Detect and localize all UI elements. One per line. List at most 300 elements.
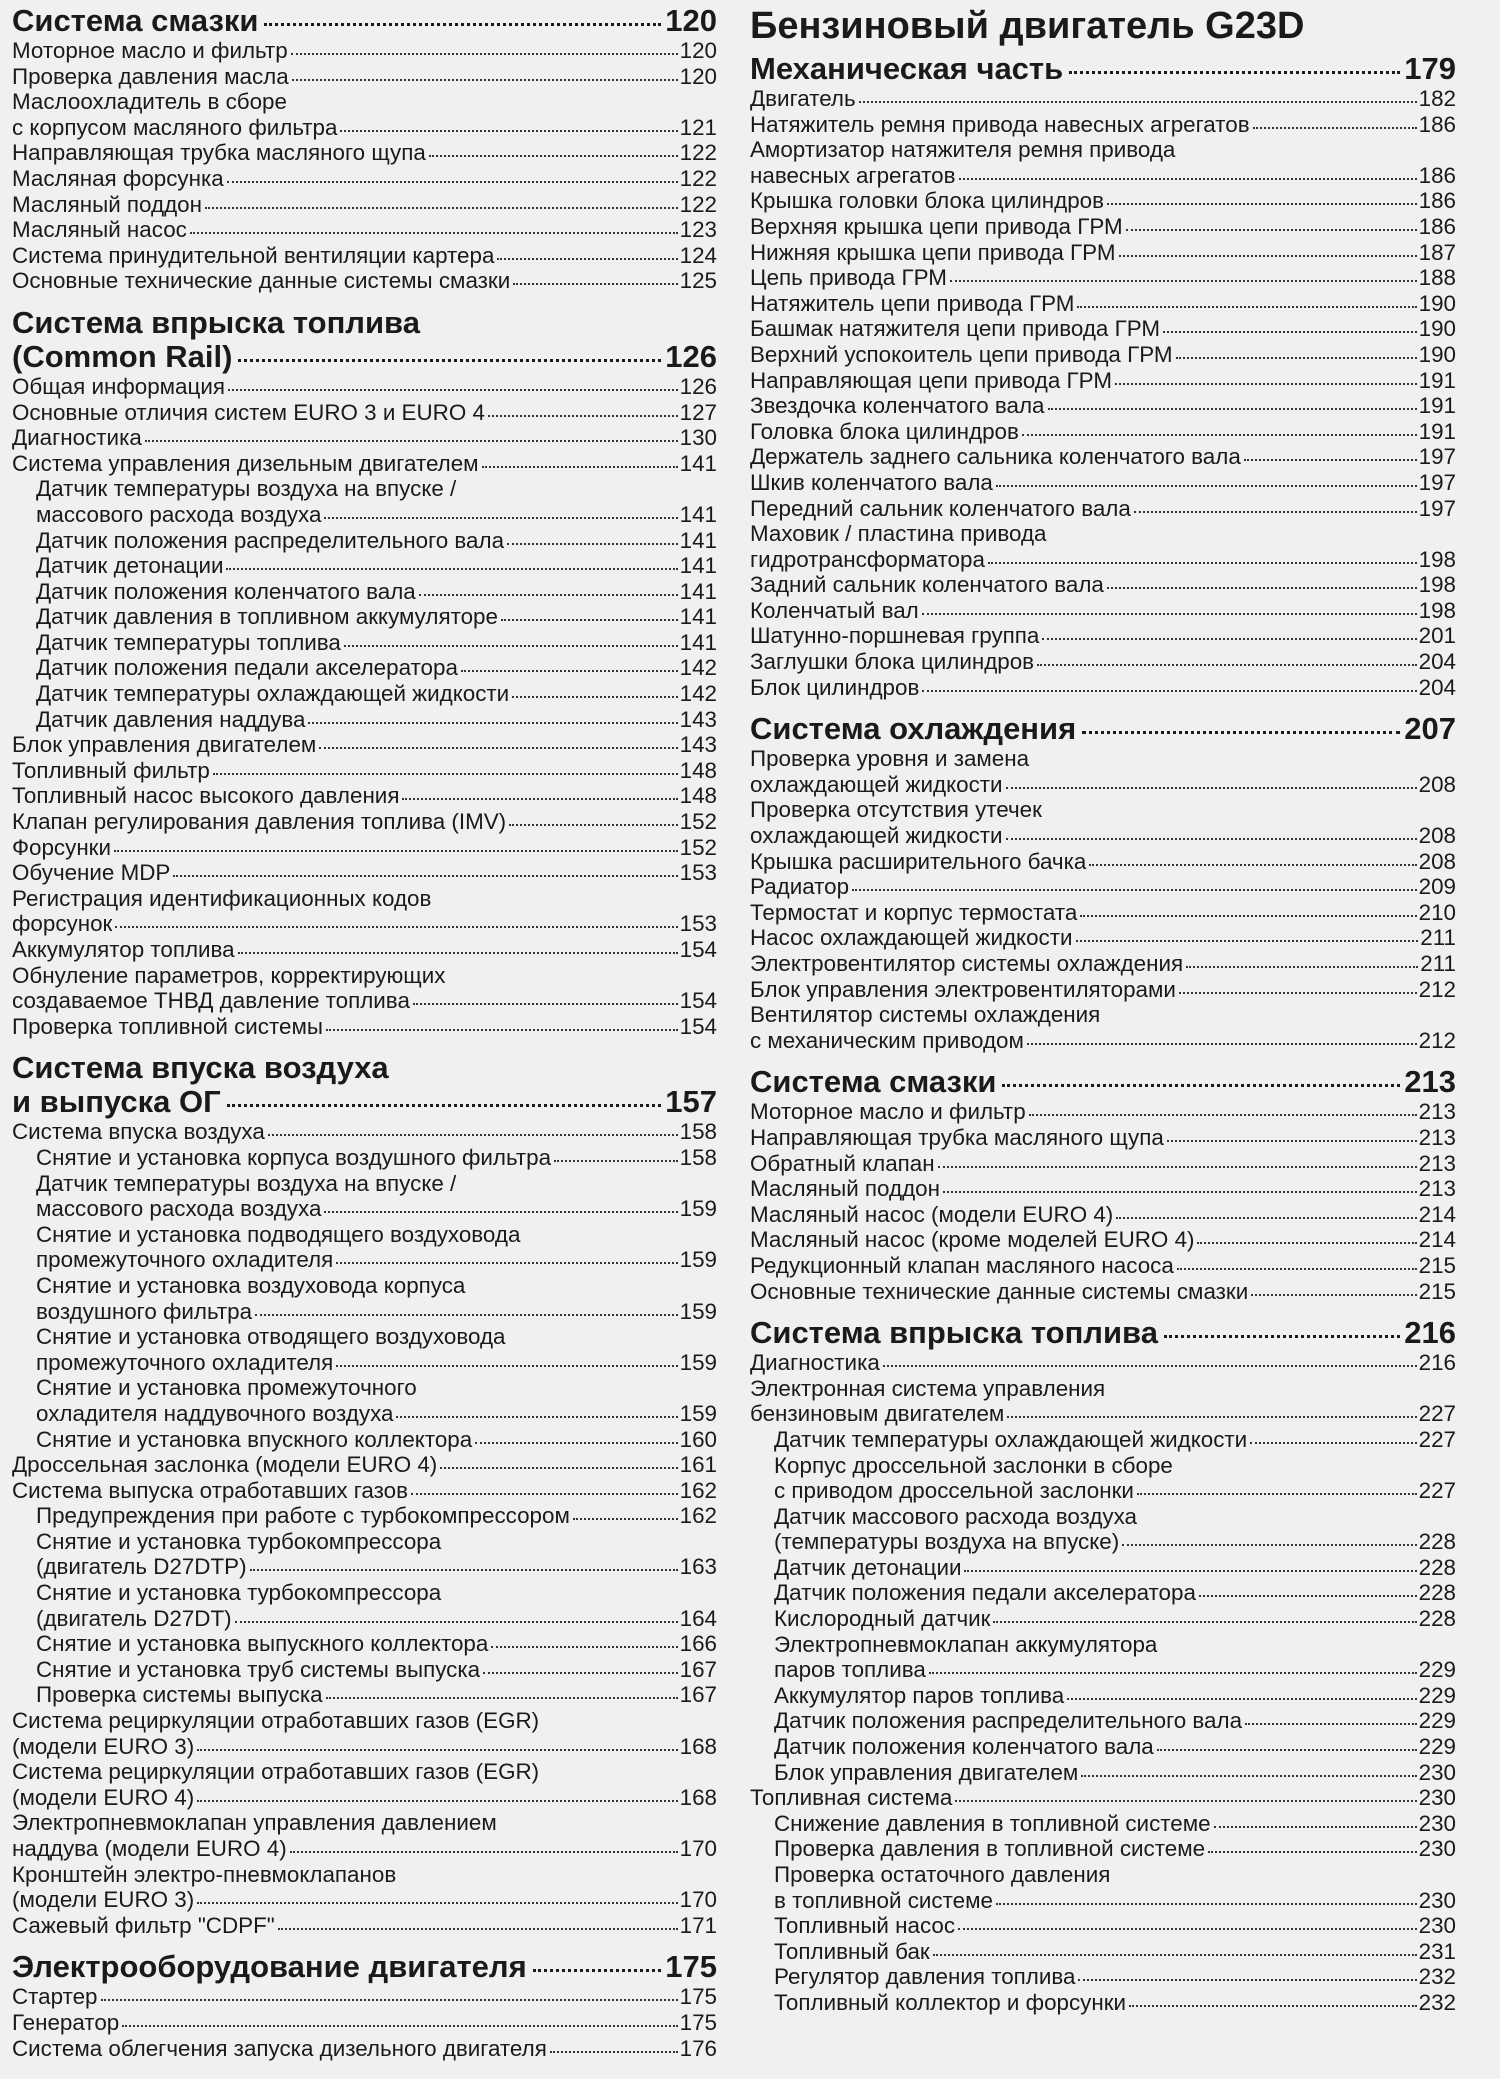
entry-page-number: 211 [1420, 925, 1456, 951]
toc-entry[interactable] [12, 1478, 717, 1504]
toc-entry[interactable] [750, 951, 1456, 977]
toc-entry[interactable] [12, 1222, 717, 1273]
entry-title: Датчик положения коленчатого вала [36, 578, 416, 604]
entry-title: Масляный поддон [12, 191, 202, 217]
entry-title: Регистрация идентификационных кодов [12, 885, 432, 911]
toc-entry[interactable] [12, 1145, 717, 1171]
toc-entry[interactable] [750, 1785, 1456, 1811]
toc-entry-line [12, 400, 717, 426]
entry-title: Электропневмоклапан аккумулятора [774, 1631, 1158, 1657]
entry-title: паров топлива [774, 1657, 926, 1683]
dot-leader [1078, 1979, 1416, 1981]
entry-title: Коленчатый вал [750, 597, 919, 623]
toc-entry[interactable] [12, 1862, 717, 1913]
toc-entry[interactable] [12, 217, 717, 243]
section-heading[interactable] [750, 712, 1456, 746]
entry-page-number: 230 [1418, 1913, 1456, 1939]
toc-entry[interactable] [12, 655, 717, 681]
toc-entry[interactable] [750, 1811, 1456, 1837]
toc-entry[interactable] [750, 1376, 1456, 1427]
toc-entry[interactable] [12, 1580, 717, 1631]
toc-entry-line [12, 1657, 717, 1683]
entry-title: Электронная система управления [750, 1375, 1106, 1401]
toc-entry-line [750, 572, 1456, 598]
toc-entry-line [12, 1401, 717, 1427]
toc-entry-line [12, 707, 717, 733]
section-heading[interactable] [750, 52, 1456, 86]
dot-leader [326, 1029, 678, 1031]
entry-page-number: 159 [679, 1400, 717, 1426]
dot-leader [255, 1314, 678, 1316]
toc-entry[interactable] [750, 291, 1456, 317]
toc-entry[interactable] [750, 214, 1456, 240]
toc-entry[interactable] [12, 937, 717, 963]
toc-entry[interactable] [12, 89, 717, 140]
toc-entry-line [750, 925, 1456, 951]
toc-entry[interactable] [750, 470, 1456, 496]
entry-page-number: 213 [1418, 1176, 1456, 1202]
toc-entry[interactable] [12, 1913, 717, 1939]
dot-leader [475, 1442, 677, 1444]
toc-entry[interactable] [12, 1427, 717, 1453]
toc-entry[interactable] [12, 1171, 717, 1222]
entry-title: (двигатель D27DT) [36, 1605, 232, 1631]
entry-title: Радиатор [750, 874, 850, 900]
toc-entry[interactable] [750, 1734, 1456, 1760]
toc-entry[interactable] [750, 188, 1456, 214]
dot-leader [250, 1569, 678, 1571]
entry-title: с корпусом масляного фильтра [12, 114, 338, 140]
dot-leader [859, 101, 1417, 103]
entry-page-number: 187 [1418, 239, 1456, 265]
dot-leader [238, 359, 661, 362]
toc-entry[interactable] [12, 1708, 717, 1759]
toc-entry[interactable] [750, 1913, 1456, 1939]
section-title: Система смазки [12, 3, 259, 38]
entry-page-number: 229 [1418, 1708, 1456, 1734]
entry-page-number: 152 [679, 809, 717, 835]
section-page-number: 126 [665, 338, 717, 374]
toc-entry-line [750, 1350, 1456, 1376]
toc-entry[interactable] [750, 1606, 1456, 1632]
toc-entry-line [12, 1478, 717, 1504]
toc-entry[interactable] [750, 1836, 1456, 1862]
dot-leader [1077, 306, 1416, 308]
dot-leader [509, 824, 678, 826]
entry-title: Заглушки блока цилиндров [750, 649, 1035, 675]
toc-entry[interactable] [12, 140, 717, 166]
entry-title: Топливный коллектор и форсунки [774, 1989, 1127, 2015]
entry-page-number: 229 [1418, 1657, 1456, 1683]
toc-entry-line [750, 977, 1456, 1003]
dot-leader [483, 1672, 678, 1674]
toc-entry[interactable] [750, 240, 1456, 266]
entry-page-number: 166 [679, 1631, 717, 1657]
toc-entry[interactable] [750, 265, 1456, 291]
toc-entry-line [12, 758, 717, 784]
entry-title: Датчик детонации [36, 553, 224, 579]
toc-entry[interactable] [750, 1964, 1456, 1990]
entry-page-number: 168 [679, 1784, 717, 1810]
entry-title: массового расхода воздуха [36, 501, 322, 527]
entry-page-number: 141 [679, 527, 717, 553]
section-heading[interactable] [750, 1316, 1456, 1350]
toc-entry[interactable] [750, 746, 1456, 797]
entry-title: в топливной системе [774, 1887, 993, 1913]
toc-entry[interactable] [12, 2010, 717, 2036]
entry-title: Датчик положения педали акселератора [36, 655, 458, 681]
toc-entry[interactable] [750, 598, 1456, 624]
entry-page-number: 125 [679, 268, 717, 294]
entry-title: Проверка системы выпуска [36, 1682, 323, 1708]
entry-page-number: 176 [679, 2035, 717, 2061]
toc-entry[interactable] [750, 1504, 1456, 1555]
entry-title: Моторное масло и фильтр [750, 1099, 1026, 1125]
toc-entry[interactable] [12, 1014, 717, 1040]
toc-entry-line [750, 1580, 1456, 1606]
toc-entry[interactable] [12, 732, 717, 758]
toc-entry[interactable] [750, 649, 1456, 675]
toc-entry[interactable] [750, 1279, 1456, 1305]
toc-entry[interactable] [12, 166, 717, 192]
entry-page-number: 191 [1418, 367, 1456, 393]
toc-entry[interactable] [750, 572, 1456, 598]
entry-page-number: 215 [1418, 1278, 1456, 1304]
entry-title: воздушного фильтра [36, 1298, 253, 1324]
toc-entry[interactable] [750, 1683, 1456, 1709]
toc-entry[interactable] [12, 783, 717, 809]
dot-leader [1082, 731, 1400, 734]
dot-leader [1048, 408, 1417, 410]
entry-title: Обратный клапан [750, 1150, 935, 1176]
dot-leader [1089, 864, 1416, 866]
entry-title: Направляющая цепи привода ГРМ [750, 367, 1112, 393]
toc-entry[interactable] [12, 38, 717, 64]
entry-page-number: 158 [679, 1144, 717, 1170]
entry-page-number: 216 [1418, 1350, 1456, 1376]
toc-entry-line [12, 115, 717, 141]
toc-entry[interactable] [12, 400, 717, 426]
toc-entry[interactable] [750, 1151, 1456, 1177]
dot-leader [922, 690, 1416, 692]
toc-entry[interactable] [12, 1657, 717, 1683]
entry-page-number: 123 [679, 217, 717, 243]
toc-entry[interactable] [750, 393, 1456, 419]
entry-page-number: 141 [679, 578, 717, 604]
toc-entry[interactable] [12, 1375, 717, 1426]
toc-entry-line [12, 166, 717, 192]
toc-entry[interactable] [750, 1202, 1456, 1228]
toc-entry[interactable] [12, 1984, 717, 2010]
toc-entry[interactable] [12, 374, 717, 400]
entry-page-number: 142 [679, 681, 717, 707]
toc-section [12, 306, 717, 1039]
toc-entry[interactable] [12, 243, 717, 269]
toc-entry-line [750, 265, 1456, 291]
entry-title: Общая информация [12, 373, 225, 399]
dot-leader [996, 1903, 1417, 1905]
entry-page-number: 231 [1418, 1938, 1456, 1964]
entry-title: Сажевый фильтр "CDPF" [12, 1912, 275, 1938]
toc-entry[interactable] [12, 451, 717, 477]
toc-entry-line [750, 1939, 1456, 1965]
section-title: Электрооборудование двигателя [12, 1949, 527, 1985]
dot-leader [533, 1969, 662, 1972]
dot-leader [1081, 1775, 1416, 1777]
dot-leader [228, 389, 678, 391]
section-heading[interactable] [750, 1065, 1456, 1099]
entry-title: Держатель заднего сальника коленчатого вала [750, 444, 1241, 470]
toc-entry[interactable] [12, 758, 717, 784]
toc-entry-line [12, 502, 717, 528]
entry-page-number: 175 [679, 2009, 717, 2035]
toc-entry[interactable] [750, 86, 1456, 112]
toc-entry[interactable] [12, 860, 717, 886]
dot-leader [1037, 664, 1417, 666]
dot-leader [1002, 1084, 1400, 1087]
toc-entry[interactable] [750, 1632, 1456, 1683]
toc-entry[interactable] [12, 1452, 717, 1478]
entry-page-number: 124 [679, 242, 717, 268]
entry-page-number: 154 [679, 937, 717, 962]
toc-entry[interactable] [12, 528, 717, 554]
toc-entry[interactable] [750, 444, 1456, 470]
section-title: Механическая часть [750, 51, 1064, 86]
toc-entry[interactable] [12, 1324, 717, 1375]
toc-entry[interactable] [12, 604, 717, 630]
entry-title: промежуточного охладителя [36, 1247, 334, 1273]
toc-entry-line [12, 630, 717, 656]
toc-entry[interactable] [750, 1708, 1456, 1734]
section-heading[interactable] [12, 1950, 717, 1984]
entry-title: форсунок [12, 911, 113, 937]
dot-leader [1137, 1493, 1417, 1495]
entry-page-number: 191 [1418, 393, 1456, 419]
toc-entry[interactable] [750, 874, 1456, 900]
toc-entry[interactable] [750, 1099, 1456, 1125]
entry-page-number: 213 [1418, 1124, 1456, 1150]
toc-entry[interactable] [12, 1503, 717, 1529]
toc-entry[interactable] [750, 1580, 1456, 1606]
toc-entry-line [750, 1964, 1456, 1990]
toc-entry-line [12, 835, 717, 861]
toc-entry[interactable] [12, 1119, 717, 1145]
toc-entry-line [750, 1125, 1456, 1151]
toc-entry-line [12, 655, 717, 681]
entry-title: Башмак натяжителя цепи привода ГРМ [750, 316, 1161, 342]
entry-title: Масляный поддон [750, 1176, 940, 1202]
entry-page-number: 232 [1418, 1989, 1456, 2015]
toc-entry[interactable] [12, 809, 717, 835]
toc-entry[interactable] [12, 1682, 717, 1708]
dot-leader [292, 79, 678, 81]
toc-entry[interactable] [750, 675, 1456, 701]
toc-entry[interactable] [750, 925, 1456, 951]
toc-entry[interactable] [750, 342, 1456, 368]
toc-entry[interactable] [750, 1227, 1456, 1253]
entry-page-number: 190 [1418, 316, 1456, 342]
toc-entry[interactable] [12, 553, 717, 579]
toc-entry[interactable] [750, 797, 1456, 848]
toc-entry[interactable] [750, 368, 1456, 394]
toc-entry-line [750, 849, 1456, 875]
dot-leader [264, 23, 661, 26]
toc-entry[interactable] [12, 425, 717, 451]
toc-entry[interactable] [750, 419, 1456, 445]
entry-title: Блок управления электровентиляторами [750, 976, 1176, 1002]
toc-entry-line [12, 1554, 717, 1580]
entry-page-number: 208 [1418, 823, 1456, 849]
entry-page-number: 227 [1418, 1401, 1456, 1427]
dot-leader [964, 1570, 1416, 1572]
toc-entry[interactable] [750, 623, 1456, 649]
toc-entry[interactable] [12, 1529, 717, 1580]
toc-entry[interactable] [750, 1990, 1456, 2016]
dot-leader [1027, 1043, 1417, 1045]
section-heading[interactable] [12, 4, 717, 38]
entry-title: (модели EURO 3) [12, 1733, 195, 1759]
toc-entry-line [750, 1202, 1456, 1228]
section-heading[interactable] [12, 1085, 717, 1119]
toc-entry[interactable] [750, 112, 1456, 138]
toc-entry[interactable] [12, 192, 717, 218]
toc-entry[interactable] [12, 886, 717, 937]
entry-title: Верхний успокоитель цепи привода ГРМ [750, 341, 1173, 367]
entry-page-number: 159 [679, 1349, 717, 1375]
dot-leader [319, 747, 677, 749]
toc-entry[interactable] [750, 1862, 1456, 1913]
dot-leader [573, 1518, 678, 1520]
dot-leader [1107, 203, 1417, 205]
toc-entry-line [750, 214, 1456, 240]
dot-leader [324, 517, 677, 519]
toc-entry[interactable] [750, 1176, 1456, 1202]
toc-entry[interactable] [750, 1253, 1456, 1279]
entry-page-number: 160 [679, 1426, 717, 1452]
dot-leader [461, 670, 678, 672]
toc-entry[interactable] [12, 707, 717, 733]
toc-entry-line [12, 268, 717, 294]
entry-title: массового расхода воздуха [36, 1196, 322, 1222]
toc-entry[interactable] [750, 137, 1456, 188]
entry-page-number: 230 [1418, 1810, 1456, 1836]
section-heading[interactable] [12, 340, 717, 374]
toc-entry-line [750, 112, 1456, 138]
entry-title: Основные технические данные системы смазки [750, 1278, 1249, 1304]
toc-entry-line [12, 217, 717, 243]
toc-entry[interactable] [750, 1125, 1456, 1151]
entry-page-number: 190 [1418, 290, 1456, 316]
dot-leader [513, 283, 677, 285]
toc-entry[interactable] [12, 1273, 717, 1324]
dot-leader [1164, 1335, 1400, 1338]
dot-leader [278, 1928, 678, 1930]
toc-entry[interactable] [750, 521, 1456, 572]
toc-entry-line [750, 1990, 1456, 2016]
dot-leader [497, 258, 677, 260]
toc-entry[interactable] [750, 316, 1456, 342]
entry-page-number: 141 [679, 604, 717, 630]
toc-entry[interactable] [750, 496, 1456, 522]
toc-entry[interactable] [750, 1555, 1456, 1581]
toc-entry[interactable] [750, 977, 1456, 1003]
toc-entry[interactable] [12, 681, 717, 707]
toc-entry[interactable] [750, 1453, 1456, 1504]
entry-title: с приводом дроссельной заслонки [774, 1478, 1134, 1504]
entry-title: охлаждающей жидкости [750, 823, 1003, 849]
section-heading[interactable]: Система впуска воздуха [12, 1050, 389, 1086]
dot-leader [1129, 2005, 1417, 2007]
toc-entry[interactable] [12, 1810, 717, 1861]
toc-entry[interactable] [12, 1631, 717, 1657]
toc-entry[interactable] [12, 2036, 717, 2062]
toc-entry[interactable] [750, 1350, 1456, 1376]
toc-entry[interactable] [12, 64, 717, 90]
entry-page-number: 214 [1418, 1201, 1456, 1227]
dot-leader [145, 440, 678, 442]
toc-entry[interactable] [12, 835, 717, 861]
toc-entry[interactable] [12, 579, 717, 605]
entry-page-number: 168 [679, 1733, 717, 1759]
toc-entry[interactable] [750, 1939, 1456, 1965]
toc-entry[interactable] [750, 849, 1456, 875]
toc-entry[interactable] [12, 630, 717, 656]
toc-entry-line [750, 1176, 1456, 1202]
entry-title: Шкив коленчатого вала [750, 469, 993, 495]
toc-entry[interactable] [750, 1002, 1456, 1053]
toc-entry-line [750, 1478, 1456, 1504]
toc-entry-line [12, 38, 717, 64]
entry-page-number: 141 [679, 501, 717, 527]
entry-page-number: 163 [679, 1554, 717, 1580]
engine-title: Бензиновый двигатель G23D [750, 5, 1305, 47]
toc-entry-line [750, 675, 1456, 701]
entry-title: Топливный насос [774, 1913, 956, 1939]
toc-entry[interactable] [12, 963, 717, 1014]
entry-title: Проверка отсутствия утечек [750, 797, 1042, 823]
toc-entry-line [750, 900, 1456, 926]
entry-page-number: 228 [1418, 1580, 1456, 1606]
dot-leader [1116, 1217, 1416, 1219]
entry-title: Снятие и установка корпуса воздушного фильтра [36, 1144, 552, 1170]
toc-entry-line [750, 1279, 1456, 1305]
toc-entry-line [12, 374, 717, 400]
toc-entry[interactable] [12, 1759, 717, 1810]
entry-page-number: 126 [679, 373, 717, 399]
toc-entry[interactable] [12, 476, 717, 527]
entry-title: Масляная форсунка [12, 165, 224, 191]
entry-title: Датчик положения педали акселератора [774, 1580, 1196, 1606]
dot-leader [933, 1954, 1417, 1956]
dot-leader [1007, 1416, 1416, 1418]
entry-page-number: 230 [1418, 1836, 1456, 1862]
toc-entry[interactable] [12, 268, 717, 294]
dot-leader [1167, 1140, 1417, 1142]
dot-leader [122, 2025, 677, 2027]
entry-page-number: 159 [679, 1196, 717, 1222]
entry-title: Регулятор давления топлива [774, 1964, 1076, 1990]
toc-entry[interactable] [750, 1427, 1456, 1453]
entry-page-number: 127 [679, 399, 717, 425]
toc-entry[interactable] [750, 1760, 1456, 1786]
entry-page-number: 191 [1418, 418, 1456, 444]
dot-leader [336, 1365, 677, 1367]
dot-leader [114, 850, 678, 852]
dot-leader [101, 1999, 678, 2001]
toc-entry[interactable] [750, 900, 1456, 926]
entry-page-number: 197 [1418, 444, 1456, 470]
section-heading[interactable]: Система впрыска топлива [12, 304, 420, 340]
